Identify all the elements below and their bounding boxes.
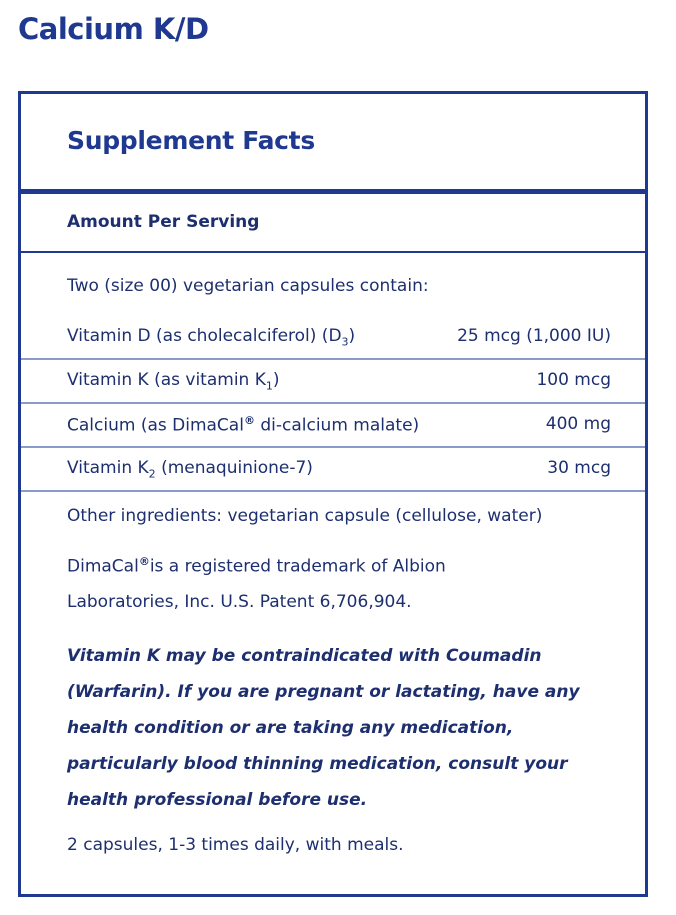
amount-per-serving-label: Amount Per Serving	[67, 212, 260, 232]
product-title: Calcium K/D	[18, 12, 209, 46]
trademark-notice: DimaCal®is a registered trademark of Albion	[67, 555, 446, 577]
nutrient-row	[21, 404, 645, 448]
nutrient-name: Vitamin D (as cholecalciferol) $(D_3)$	[67, 326, 356, 349]
divider	[21, 251, 645, 253]
nutrient-amount: 25 mcg (1,000 IU)	[457, 326, 611, 346]
nutrient-row	[21, 448, 645, 492]
nutrient-amount: 400 mg	[545, 414, 611, 434]
nutrient-amount: 100 mcg	[536, 370, 611, 390]
serving-size: Two (size 00) vegetarian capsules contain:	[67, 276, 429, 296]
nutrient-name: Vitamin K (as vitamin $K_1$)	[67, 370, 280, 393]
directions: 2 capsules, 1-3 times daily, with meals.	[67, 835, 404, 855]
nutrient-name: Vitamin $K_2$ (menaquinione-7)	[67, 458, 313, 481]
supplement-facts-panel	[18, 91, 648, 897]
nutrient-amount: 30 mcg	[547, 458, 611, 478]
nutrient-row	[21, 360, 645, 404]
other-ingredients: Other ingredients: vegetarian capsule (cellulose, water)	[67, 506, 543, 526]
nutrient-name: Calcium (as DimaCal® di-calcium malate)	[67, 414, 420, 436]
nutrient-row	[21, 316, 645, 360]
warning-text: Vitamin K may be contraindicated with Coumadin (Warfarin). If you are pregnant or lactating, have any health condition or are taking any medication, particularly blood thinning medication, consult your health professional before use.	[67, 646, 580, 810]
trademark-notice-line2: Laboratories, Inc. U.S. Patent 6,706,904.	[67, 592, 412, 612]
panel-heading: Supplement Facts	[67, 126, 315, 155]
thick-divider	[21, 189, 645, 194]
row-divider	[21, 490, 645, 492]
